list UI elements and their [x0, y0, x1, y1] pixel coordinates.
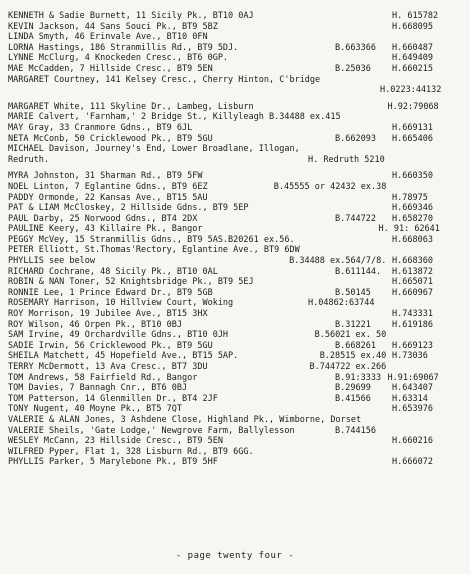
entry-name-address: KEVIN Jackson, 44 Sans Souci Pk., BT9 5BZ — [8, 21, 218, 32]
directory-entry — [8, 11, 464, 22]
entry-home-phone: H.660216 — [392, 436, 433, 447]
entry-home-phone: H.78975 — [392, 192, 428, 203]
directory-page — [8, 11, 464, 468]
directory-entry — [8, 362, 464, 373]
entry-home-phone: H.73036 — [392, 351, 428, 362]
directory-entry — [8, 330, 464, 341]
directory-entry — [8, 32, 464, 43]
entry-business-phone: B.25036 — [335, 63, 371, 74]
directory-entry — [8, 214, 464, 225]
entry-name-address: LYNNE McClurg, 4 Knockeden Cresc., BT6 0GP. — [8, 53, 229, 64]
entry-home-phone: H.669346 — [392, 203, 433, 214]
entry-name-address: ROY Morrison, 19 Jubilee Ave., BT15 3HX — [8, 309, 208, 320]
entry-home-phone: H. 91: 62641 — [378, 224, 440, 235]
entry-home-phone: H.666072 — [392, 457, 433, 468]
directory-entry — [8, 373, 464, 384]
entry-home-phone: H.660487 — [392, 42, 433, 53]
directory-entry — [8, 383, 464, 394]
entry-name-address: ROBIN & NAN Toner, 52 Knightsbridge Pk., BT9 5EJ — [8, 277, 254, 288]
directory-entry — [8, 288, 464, 299]
directory-entry — [8, 351, 464, 362]
entry-home-phone: H.643407 — [392, 383, 433, 394]
entry-name-address: NETA McConb, 50 Cricklewood Pk., BT9 5GU — [8, 133, 213, 144]
entry-home-phone: H.668095 — [392, 21, 433, 32]
entry-name-address: PHYLLIS Parker, 5 Marylebone Pk., BT9 5HF — [8, 457, 218, 468]
entry-business-phone: B.31221 — [335, 319, 371, 330]
directory-entry — [8, 394, 464, 405]
entry-name-address: WESLEY McCann, 23 Hillside Cresc., BT9 5EN — [8, 436, 223, 447]
directory-entry — [8, 102, 464, 113]
entry-name-address: RONNIE Lee, 1 Prince Edward Dr., BT9 5GB — [8, 287, 213, 298]
directory-entry — [8, 22, 464, 33]
entry-home-phone: H.668063 — [392, 234, 433, 245]
directory-entry — [8, 203, 464, 214]
entry-business-phone: B.50145 — [335, 287, 371, 298]
entry-home-phone: H.649409 — [392, 53, 433, 64]
entry-name-address: PAUL Darby, 25 Norwood Gdns., BT4 2DX — [8, 213, 198, 224]
entry-home-phone: H.660350 — [392, 171, 433, 182]
entry-name-address: MARIE Calvert, 'Farnham,' 2 Bridge St., Killyleagh B.34488 ex.415 — [8, 112, 341, 123]
entry-name-address: MARGARET Courtney, 141 Kelsey Cresc., Cherry Hinton, C'bridge — [8, 74, 321, 85]
entry-name-address: TERRY McDermott, 13 Ava Cresc., BT7 3DU — [8, 362, 208, 372]
directory-entry — [8, 267, 464, 278]
entry-home-phone: H.91:69067 — [387, 372, 439, 383]
entry-business-phone: B.662093 — [335, 133, 376, 144]
directory-entry — [8, 426, 464, 437]
directory-entry — [8, 134, 464, 145]
entry-name-address: ROY Wilson, 46 Orpen Pk., BT10 0BJ — [8, 319, 182, 330]
page-footer: - page twenty four - — [175, 551, 295, 561]
entry-home-phone: H. 615782 — [392, 11, 439, 21]
entry-name-address: MICHAEL Davison, Journey's End, Lower Broadlane, Illogan, — [8, 144, 300, 155]
directory-entry — [8, 43, 464, 54]
directory-list — [8, 11, 464, 468]
entry-name-address: WILFRED Pyper, Flat 1, 328 Lisburn Rd., BT9 6GG. — [8, 446, 254, 457]
directory-entry — [8, 415, 464, 426]
entry-name-address: PHYLLIS see below — [8, 256, 95, 267]
directory-entry — [8, 75, 464, 86]
entry-business-phone: B.41566 — [335, 393, 371, 404]
entry-name-address: MAY Gray, 33 Cranmore Gdns., BT9 6JL — [8, 122, 193, 133]
entry-home-phone: H.63314 — [392, 393, 428, 404]
directory-entry — [8, 182, 464, 193]
directory-entry — [8, 457, 464, 468]
entry-name-address: PADDY Ormonde, 22 Kansas Ave., BT15 5AU — [8, 192, 208, 203]
entry-business-phone: B.45555 or 42432 ex.38 — [273, 181, 387, 192]
entry-name-address: KENNETH & Sadie Burnett, 11 Sicily Pk., BT10 0AJ — [8, 11, 254, 21]
directory-entry — [8, 404, 464, 415]
entry-home-phone: H.92:79068 — [387, 101, 439, 112]
entry-home-phone: H.613872 — [392, 266, 433, 277]
directory-entry — [8, 123, 464, 134]
entry-name-address: LINDA Smyth, 46 Erinvale Ave., BT10 0FN — [8, 32, 208, 43]
entry-home-phone: H.669123 — [392, 340, 433, 351]
entry-name-address: PETER Elliott, St.Thomas'Rectory, Eglantine Ave., BT9 6DW — [8, 245, 300, 256]
entry-name-address: VALERIE & ALAN Jones, 3 Ashdene Close, Highland Pk., Wimborne, Dorset — [8, 414, 362, 425]
entry-home-phone: H.743331 — [392, 309, 433, 320]
entry-home-phone: H.665406 — [392, 133, 433, 144]
entry-home-phone: H.665071 — [392, 277, 433, 288]
entry-home-phone: H.0223:44132 — [380, 85, 442, 96]
directory-entry — [8, 235, 464, 246]
entry-name-address: TOM Davies, 7 Bannagh Cnr., BT6 0BJ — [8, 383, 188, 394]
entry-home-phone: H.619186 — [392, 319, 433, 330]
entry-home-phone: H.658270 — [392, 213, 433, 224]
entry-business-phone: B.744722 ex.266 — [309, 362, 387, 372]
entry-name-address: PAULINE Keery, 43 Killaire Pk., Bangor — [8, 224, 203, 235]
directory-entry — [8, 309, 464, 320]
directory-entry — [8, 85, 464, 96]
directory-entry — [8, 64, 464, 75]
entry-business-phone: B.28515 ex.40 — [319, 351, 387, 362]
directory-entry — [8, 224, 464, 235]
directory-entry — [8, 144, 464, 155]
entry-home-phone: H.660215 — [392, 63, 433, 74]
entry-business-phone: B.663366 — [335, 42, 376, 53]
entry-name-address: PAT & LIAM McCloskey, 2 Hillside Gdns., BT9 5EP — [8, 203, 249, 214]
entry-name-address: TONY Nugent, 40 Moyne Pk., BT5 7QT — [8, 404, 182, 415]
entry-name-address: NOEL Linton, 7 Eglantine Gdns., BT9 6EZ — [8, 181, 208, 192]
entry-name-address: SHEILA Matchett, 45 Hopefield Ave., BT15 5AP. — [8, 351, 239, 362]
entry-business-phone: B.668261 — [335, 340, 376, 351]
entry-business-phone: B.56021 ex. 50 — [314, 330, 387, 341]
directory-entry — [8, 298, 464, 309]
entry-name-address: VALERIE Sheils, 'Gate Lodge,' Newgrove Farm, Ballylesson — [8, 425, 295, 436]
entry-business-phone: B.34488 ex.564/7/8. — [289, 256, 387, 267]
entry-name-address: MYRA Johnston, 31 Sharman Rd., BT9 5FW — [8, 171, 203, 182]
entry-business-phone: B.611144. — [335, 266, 382, 277]
directory-entry — [8, 277, 464, 288]
entry-home-phone: H.653976 — [392, 404, 433, 415]
entry-name-address: SAM Irvine, 49 Orchardville Gdns., BT10 0JH — [8, 330, 229, 341]
entry-business-phone: B.29699 — [335, 383, 371, 394]
entry-name-address: Redruth. — [8, 154, 49, 165]
directory-entry — [8, 256, 464, 267]
entry-name-address: ROSEMARY Harrison, 10 Hillview Court, Woking — [8, 298, 234, 309]
entry-home-phone: H.660967 — [392, 287, 433, 298]
entry-name-address: TOM Andrews, 58 Fairfield Rd., Bangor — [8, 372, 198, 383]
entry-name-address: MARGARET White, 111 Skyline Dr., Lambeg, Lisburn — [8, 101, 254, 112]
entry-home-phone: H.669131 — [392, 122, 433, 133]
entry-name-address: SADIE Irwin, 56 Cricklewood Pk., BT9 5GU — [8, 340, 213, 351]
directory-entry — [8, 320, 464, 331]
directory-entry — [8, 193, 464, 204]
directory-entry — [8, 171, 464, 182]
entry-name-address: RICHARD Cochrane, 48 Sicily Pk., BT10 0AL — [8, 266, 218, 277]
entry-name-address: PEGGY McVey, 15 Stranmillis Gdns., BT9 5AS.B20261 ex.56. — [8, 234, 295, 245]
entry-name-address: LORNA Hastings, 186 Stranmillis Rd., BT9 5DJ. — [8, 42, 239, 53]
directory-entry — [8, 436, 464, 447]
directory-entry — [8, 112, 464, 123]
directory-entry — [8, 53, 464, 64]
directory-entry — [8, 155, 464, 166]
entry-business-phone: B.744156 — [335, 425, 376, 436]
entry-business-phone: H. Redruth 5210 — [308, 154, 385, 165]
entry-business-phone: H.04862:63744 — [308, 298, 375, 309]
directory-entry — [8, 447, 464, 458]
entry-business-phone: B.744722 — [335, 213, 376, 224]
directory-entry — [8, 245, 464, 256]
directory-entry — [8, 341, 464, 352]
entry-business-phone: B.91:3333 — [335, 372, 382, 383]
entry-name-address: MAE McCadden, 7 Hillside Cresc., BT9 5EN — [8, 63, 213, 74]
entry-home-phone: H.668360 — [392, 256, 433, 267]
entry-name-address: TOM Patterson, 14 Glenmillen Dr., BT4 2JF — [8, 393, 218, 404]
